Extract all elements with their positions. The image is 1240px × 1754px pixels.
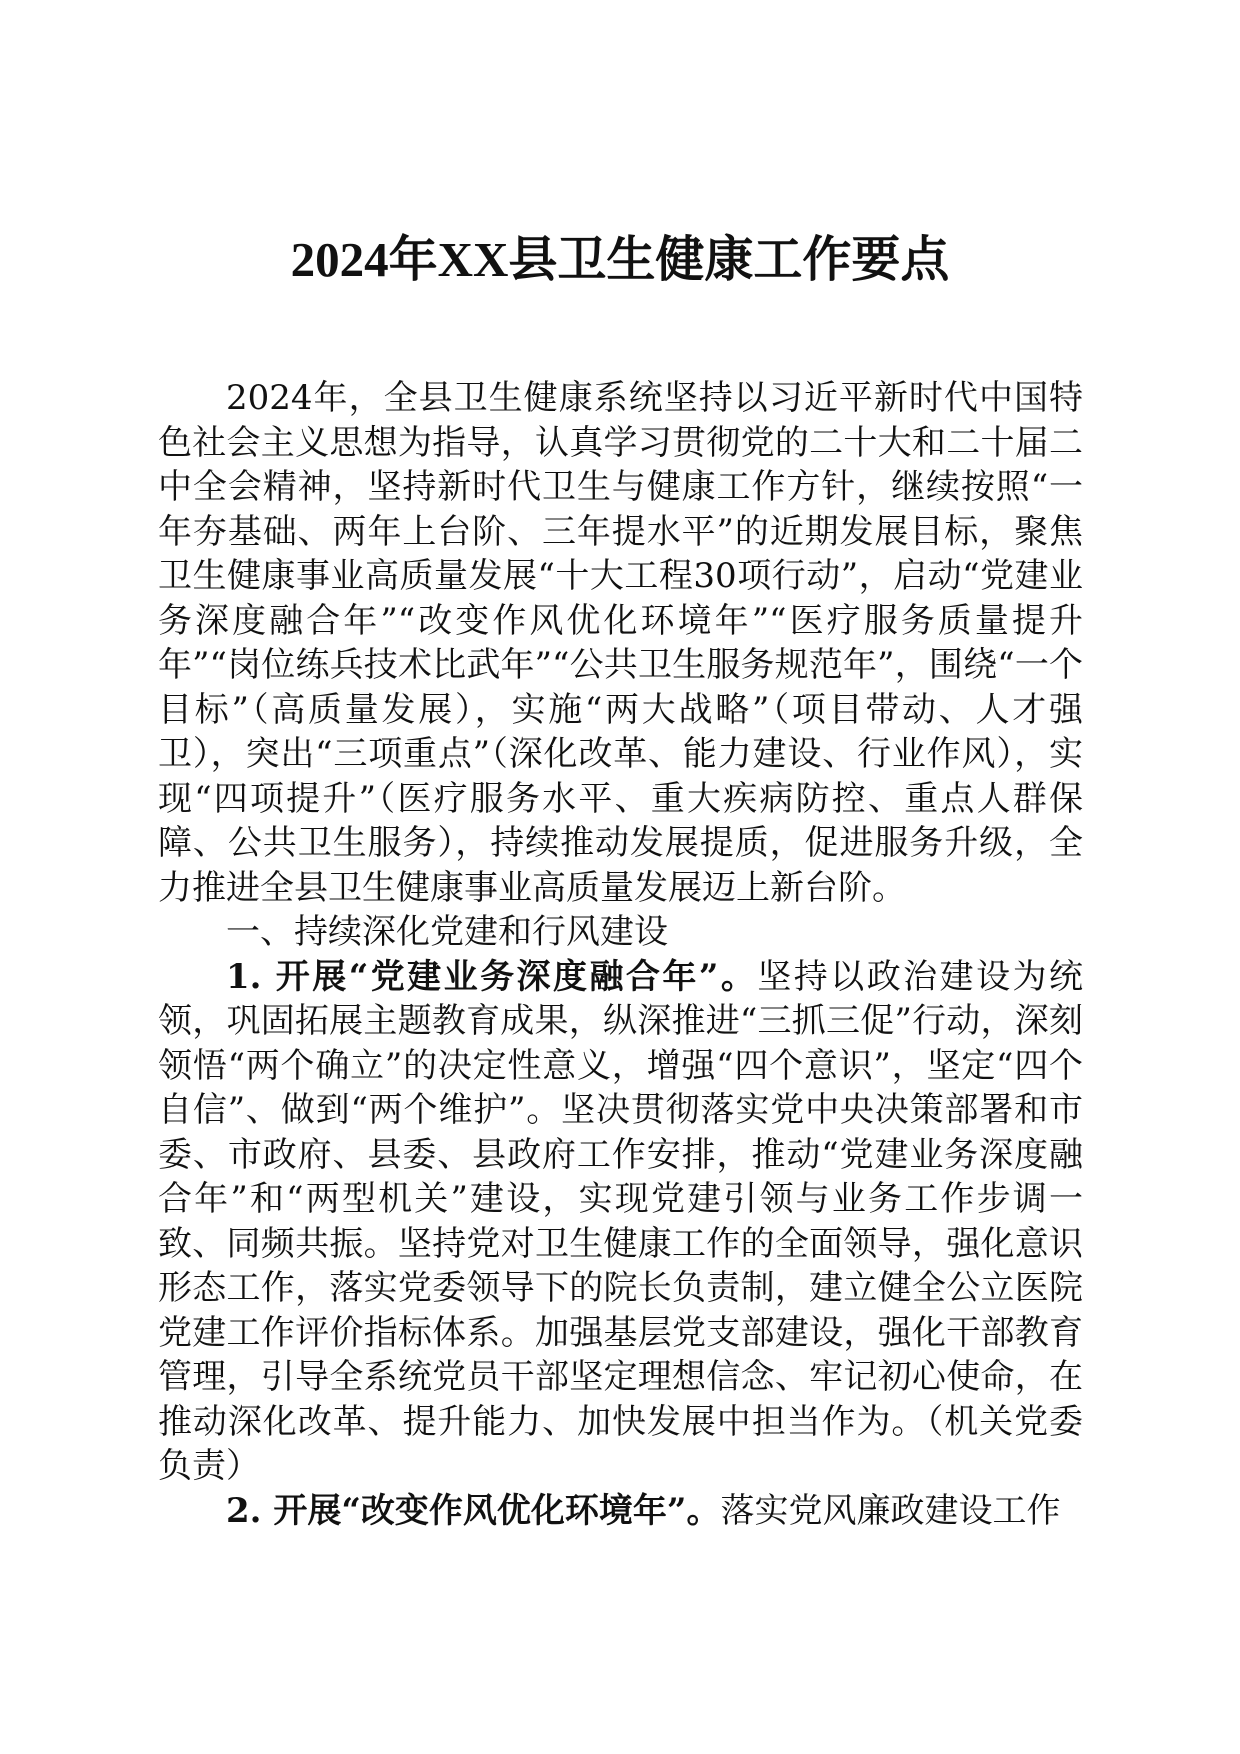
item-title: 2. 开展“改变作风优化环境年”。 — [226, 1490, 721, 1531]
intro-paragraph: 2024年，全县卫生健康系统坚持以习近平新时代中国特色社会主义思想为指导，认真学习贯彻党的二十大和二十届二中全会精神，坚持新时代卫生与健康工作方针，继续按照“一年夯基础、两年上台阶、三年提水平”的近期发展目标，聚焦卫生健康事业高质量发展“十大工程30项行动”，启动“党建业务深度融合年”“改变作风优化环境年”“医疗服务质量提升年”“岗位练兵技术比武年”“公共卫生服务规范年”，围绕“一个目标”（高质量发展），实施“两大战略”（项目带动、人才强卫），突出“三项重点”（深化改革、能力建设、行业作风），实现“四项提升”（医疗服务水平、重大疾病防控、重点人群保障、公共卫生服务），持续推动发展提质，促进服务升级，全力推进全县卫生健康事业高质量发展迈上新台阶。 — [158, 378, 1083, 908]
item-title: 1. 开展“党建业务深度融合年”。 — [226, 956, 758, 997]
section-heading: 一、持续深化党建和行风建设 — [226, 912, 668, 952]
item-paragraph — [158, 955, 1083, 1489]
item-text: 坚持以政治建设为统领，巩固拓展主题教育成果，纵深推进“三抓三促”行动，深刻领悟“两个确立”的决定性意义，增强“四个意识”，坚定“四个自信”、做到“两个维护”。坚决贯彻落实党中央决策部署和市委、市政府、县委、县政府工作安排，推动“党建业务深度融合年”和“两型机关”建设，实现党建引领与业务工作步调一致、同频共振。坚持党对卫生健康工作的全面领导，强化意识形态工作，落实党委领导下的院长负责制，建立健全公立医院党建工作评价指标体系。加强基层党支部建设，强化干部教育管理，引导全系统党员干部坚定理想信念、牢记初心使命，在推动深化改革、提升能力、加快发展中担当作为。（机关党委负责） — [158, 956, 1083, 1486]
item-paragraph — [158, 1489, 1083, 1534]
item-text: 落实党风廉政建设工作 — [720, 1490, 1061, 1531]
document-body — [158, 376, 1083, 1533]
document-title: 2024年XX县卫生健康工作要点 — [290, 232, 950, 287]
